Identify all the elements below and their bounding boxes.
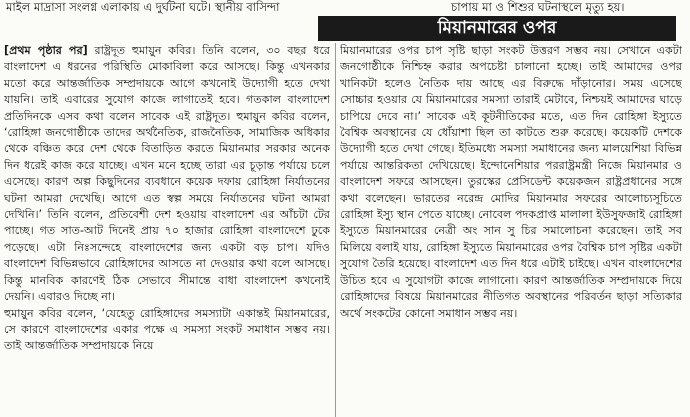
- paragraph-text: রাষ্ট্রদূত হুমায়ুন কবির। তিনি বলেন, ৩০ বছর ধরে বাংলাদেশ এ ধরনের পরিস্থিতি মোকাবিলা করে আসছে। কিন্তু এখনকার মতো করে আন্তর্জাতিক সম্প্রদায়কে আগে কখনোই উদ্যোগী হতে দেখা যায়নি। তাই এবারের সুযোগ কাজে লাগাতেই হবে। গতকাল বাংলাদেশ প্রতিদিনকে এসব কথা বলেন সাবেক এই রাষ্ট্রদূত। হুমায়ুন কবির বলেন, ‘রোহিঙ্গা জনগোষ্ঠীকে তাদের অর্থনৈতিক, রাজনৈতিক, সামাজিক অধিকার থেকে বঞ্চিত করে দেশ থেকে বিতাড়িত করতে মিয়ানমার সরকার অনেক দিন ধরেই কাজ করে যাচ্ছে। এখন মনে হচ্ছে তারা এর চূড়ান্ত পর্যায়ে চলে এসেছে। কারণ অল্প কিছুদিনের ব্যবধানে কয়েক দফায় রোহিঙ্গা নির্যাতনের ঘটনা আমরা দেখেছি। আগে এত স্বল্প সময়ে নির্যাতনের ঘটনা আমরা দেখিনি।’ তিনি বলেন, প্রতিবেশী দেশ হওয়ায় বাংলাদেশ এর আঁচটা টের পাচ্ছে। গত সাত-আট দিনেই প্রায় ৭০ হাজার রোহিঙ্গা বাংলাদেশে ঢুকে পড়েছে। এটা নিঃসন্দেহে বাংলাদেশের জন্য একটা বড় চাপ। যদিও বাংলাদেশ বিভিন্নভাবে রোহিঙ্গাদের আসতে না দেওয়ার কথা বলে আসছে। কিন্তু মানবিক কারণেই ঠিক সেভাবে সীমান্তে বাধা বাংলাদেশ কখনোই দেয়নি। এবারও দিচ্ছে না।: [4, 44, 330, 304]
- article-column-left: [4, 43, 330, 417]
- article-paragraph: হুমায়ুন কবির বলেন, ‘যেহেতু রোহিঙ্গাদের সমস্যাটা একান্তই মিয়ানমারের, সে কারণে বাংলাদেশের একার পক্ষে এ সমস্যা সংকট সমাধান সম্ভব নয়। তাই আন্তর্জাতিক সম্প্রদায়কে নিয়ে: [4, 306, 330, 353]
- column-divider: [335, 43, 336, 417]
- article-headline: মিয়ানমারের ওপর: [318, 16, 676, 41]
- previous-article-text-right: চাপায় মা ও শিশুর ঘটনাস্থলে মৃত্যু হয়।: [451, 0, 625, 14]
- article-paragraph: মিয়ানমারের ওপর চাপ সৃষ্টি ছাড়া সংকট উত্তরণ সম্ভব নয়। সেখানে একটা জনগোষ্ঠীকে নিশ্চিহ্ন করার অপচেষ্টা চালানো হচ্ছে। তাই আমাদের ওপর খানিকটা হলেও নৈতিক দায় আছে এর বিরুদ্ধে দাঁড়ানোর। সময় এসেছে সোচ্চার হওয়ার যে মিয়ানমারের সমস্যা তারাই মেটাবে, নিশ্চয়ই আমাদের ঘাড়ে চাপিয়ে দেবে না।’ সাবেক এই কূটনীতিকের মতে, এত দিন রোহিঙ্গা ইস্যুতে বৈশ্বিক অবস্থানের যে ধোঁয়াশা ছিল তা কাটতে শুরু করেছে। কয়েকটি দেশকে উদ্যোগী হতে দেখা গেছে। ইতিমধ্যে সমস্যা সমাধানের জন্য মালয়েশিয়া বিভিন্ন পর্যায়ে আন্তরিকতা দেখিয়েছে। ইন্দোনেশিয়ার পররাষ্ট্রমন্ত্রী নিজে মিয়ানমার ও বাংলাদেশ সফরে আসছেন। তুরস্কের প্রেসিডেন্ট কয়েকজন রাষ্ট্রপ্রধানের সঙ্গে কথা বলেছেন। ভারতের নরেন্দ্র মোদির মিয়ানমার সফরের আলোচ্যসূচিতে রোহিঙ্গা ইস্যু স্থান পেতে যাচ্ছে। নোবেল পদকপ্রাপ্ত মালালা ইউসুফজাই রোহিঙ্গা ইস্যুতে মিয়ানমারের নেত্রী অং সান সু চির সমালোচনা করেছেন। তাই সব মিলিয়ে বলাই যায়, রোহিঙ্গা ইস্যুতে মিয়ানমারের ওপর বৈশ্বিক চাপ সৃষ্টির একটা সুযোগ তৈরি হয়েছে। বাংলাদেশ এত দিন ধরে এটাই চাইছে। এখন বাংলাদেশের উচিত হবে এ সুযোগটা কাজে লাগানো। কারণ আন্তর্জাতিক সম্প্রদায়কে দিয়ে রোহিঙ্গাদের বিষয়ে মিয়ানমারের নীতিগত অবস্থানের পরিবর্তন ছাড়া সত্যিকার অর্থে সংকটের কোনো সমাধান সম্ভব নয়।: [340, 44, 682, 320]
- previous-article-text-left: মাইল মাদ্রাসা সংলগ্ন এলাকায় এ দুর্ঘটনা ঘটে। স্থানীয় বাসিন্দা: [6, 0, 280, 14]
- previous-article-strip: [0, 0, 690, 17]
- continuation-label: [প্রথম পৃষ্ঠার পর]: [4, 44, 88, 57]
- article-paragraph: [4, 43, 330, 306]
- article-column-right: [340, 43, 682, 417]
